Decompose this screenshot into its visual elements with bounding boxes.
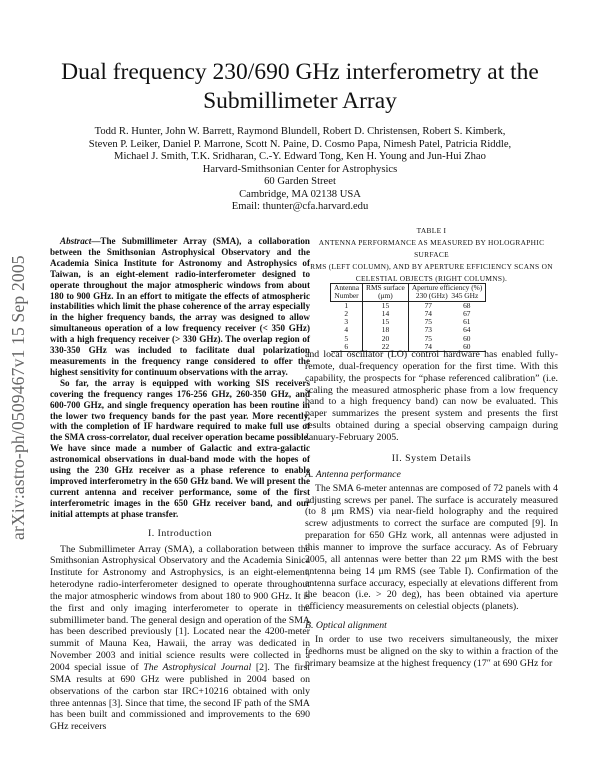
author-block [40, 126, 560, 214]
email: Email: thunter@cfa.harvard.edu [231, 201, 369, 212]
author-line: Todd R. Hunter, John W. Barrett, Raymond Blundell, Robert D. Christensen, Robert S. Kimberk, [94, 126, 506, 137]
caption-line: ANTENNA PERFORMANCE AS MEASURED BY HOLOGRAPHIC SURFACE [318, 238, 545, 259]
header-text: Number [334, 291, 359, 301]
cell: 22 [363, 343, 409, 352]
cell: 68 [463, 300, 471, 310]
journal-name: The Astrophysical Journal [143, 662, 252, 673]
header-text: (μm) [378, 291, 393, 301]
cell: 15 [363, 301, 409, 310]
cell: 18 [363, 326, 409, 334]
address-street: 60 Garden Street [264, 176, 336, 187]
cell: 64 [463, 325, 471, 335]
subsection-heading: A. Antenna performance [305, 468, 401, 480]
optics-paragraph: In order to use two receivers simultaneously, the mixer feedhorns must be aligned on the sky to within a fraction of the primary beamsize at the highest frequency (17″ at 690 GHz for [305, 634, 558, 669]
table-label: TABLE I [416, 226, 447, 235]
paper-title [40, 58, 560, 116]
header-text: RMS surface [366, 283, 405, 292]
cell: 6 [331, 343, 363, 352]
cell: 14 [363, 310, 409, 318]
cell: 74 [424, 308, 432, 318]
right-body [305, 349, 558, 444]
address-city: Cambridge, MA 02138 USA [239, 188, 361, 200]
cell: 73 [424, 325, 432, 335]
cell: 60 [463, 342, 471, 352]
cell: 3 [331, 318, 363, 326]
cell: 1 [331, 301, 363, 310]
cell: 77 [424, 300, 432, 310]
cell: 74 [424, 342, 432, 352]
header-rms [363, 284, 409, 302]
cell: 61 [463, 317, 471, 327]
cell: 15 [363, 318, 409, 326]
optics-body [305, 634, 558, 670]
caption-line: RMS (LEFT COLUMN), AND BY APERTURE EFFICIENCY SCANS ON [310, 262, 553, 271]
caption-line: CELESTIAL OBJECTS (RIGHT COLUMNS). [355, 274, 508, 283]
title-line: Dual frequency 230/690 GHz interferometry at the [61, 59, 539, 85]
author-line: Michael J. Smith, T.K. Sridharan, C.-Y. Edward Tong, Ken H. Young and Jun-Hui Zhao [114, 151, 486, 162]
cell: 75 [424, 317, 432, 327]
header-text: 230 (GHz) [415, 291, 448, 301]
cell: 67 [463, 308, 471, 318]
title-line: Submillimeter Array [203, 88, 397, 114]
cell: 4 [331, 326, 363, 334]
affiliation: Harvard-Smithsonian Center for Astrophysics [202, 163, 398, 175]
abstract-paragraph: So far, the array is equipped with working SIS receivers covering the frequency ranges 176-256 GHz, 260-350 GHz, and 600-700 GHz, and single frequency operation has been routine in the lower two frequency bands for the past year. More recently, with the completion of IF hardware required to make full use of the SMA cross-correlator, dual receiver operation became possible. We have since made a number of Galactic and extra-galactic astronomical observations in dual-band mode with the hopes of using the 230 GHz receiver as a phase reference to enable improved interferometry in the 650 GHz band. We will present the current antenna and receiver performance, some of the first interferometric images in the 650 GHz receiver band, and our initial attempts at phase transfer. [50, 377, 310, 519]
cell: 60 [463, 333, 471, 343]
header-efficiency [408, 284, 485, 302]
cell: 75 [424, 333, 432, 343]
abstract-paragraph [50, 236, 310, 378]
intro-body [50, 544, 310, 734]
abstract-lead: Abstract [60, 236, 92, 246]
arxiv-stamp [6, 205, 28, 540]
abstract [50, 236, 310, 520]
section-heading: II. System Details [391, 452, 472, 464]
header-text: 345 GHz [451, 291, 479, 301]
antenna-table [330, 283, 486, 352]
author-line: Steven P. Leiker, Daniel P. Marrone, Scott N. Paine, D. Cosmo Papa, Nimesh Patel, Patricia Riddle, [88, 138, 512, 150]
antenna-paragraph: The SMA 6-meter antennas are composed of 72 panels with 4 adjusting screws per panel. The surface is accurately measured (to 8 μm RMS) via near-field holography and the required screw adjustments to correct the surface are computed [9]. In preparation for 650 GHz work, all antennas were adjusted in this manner to improve the surface accuracy. As of February 2005, all antennas were better than 22 μm RMS with the best antenna being 14 μm RMS (see Table I). Confirmation of the antenna surface accuracy, especially at elevations different from the beacon (i.e. > 20 deg), has been obtained via aperture efficiency measurements on celestial objects (planets). [305, 482, 558, 613]
header-antenna [331, 284, 363, 302]
cell: 20 [363, 335, 409, 343]
antenna-body [305, 483, 558, 613]
right-column [305, 349, 558, 670]
subsection-heading: B. Optical alignment [305, 620, 387, 632]
table-caption [305, 225, 558, 285]
left-column [50, 236, 310, 733]
abstract-text: —The Submillimeter Array (SMA), a collaboration between the Smithsonian Astrophysical Observatory and the Academia Sinica Institute for Astronomy and Astrophysics of Taiwan, is an eight-element radio-interferometer designed to operate throughout the major atmospheric windows from about 180 to 900 GHz. In an effort to mitigate the effects of atmospheric instabilities which limit the phase coherence of the array especially in the higher frequency bands, the array was designed to allow simultaneous operation of a low frequency receiver (< 350 GHz) with a high frequency receiver (> 330 GHz). The overlap region of 330-350 GHz was included to facilitate dual polarization measurements in the frequency range considered to offer the highest sensitivity for continuum observations with the array. [50, 236, 310, 377]
arxiv-id: arXiv:astro-ph/0509467v1 15 Sep 2005 [8, 255, 28, 540]
header-text: Aperture efficiency (%) [411, 283, 483, 292]
intro-paragraph [50, 544, 310, 734]
cell: 5 [331, 335, 363, 343]
continued-paragraph: and local oscillator (LO) control hardware has enabled fully-remote, dual-frequency operation for the first time. With this capability, the prospects for “phase referenced calibration” (i.e. scaling the measured atmospheric phase from a low frequency band to a high frequency band) can now be evaluated. This paper summarizes the present system and presents the first results obtained during a special observing campaign during January-February 2005. [305, 349, 558, 443]
intro-text: [2]. The first SMA results at 690 GHz were published in 2004 based on observations of the carbon star IRC+10216 obtained with only three antennas [3]. Since that time, the second IF path of the SMA has been built and commissioned and improvements to the 690 GHz receivers [50, 662, 310, 733]
header-text: Antenna [334, 283, 360, 292]
cell: 2 [331, 310, 363, 318]
intro-text: The Submillimeter Array (SMA), a collaboration between the Smithsonian Astrophysical Observatory and the Academia Sinica Institute for Astronomy and Astrophysics, is an eight-element, heterodyne radio-interferometer designed to operate throughout the major atmospheric windows from about 180 to 900 GHz. It is the first and only imaging interferometer to operate in the submillimeter band. The general design and operation of the SMA has been described previously [1]. Located near the 4200-meter summit of Mauna Kea, Hawaii, the array was dedicated in November 2003 and initial science results were collected in a 2004 special issue of [50, 543, 310, 673]
section-heading: I. Introduction [147, 527, 213, 539]
